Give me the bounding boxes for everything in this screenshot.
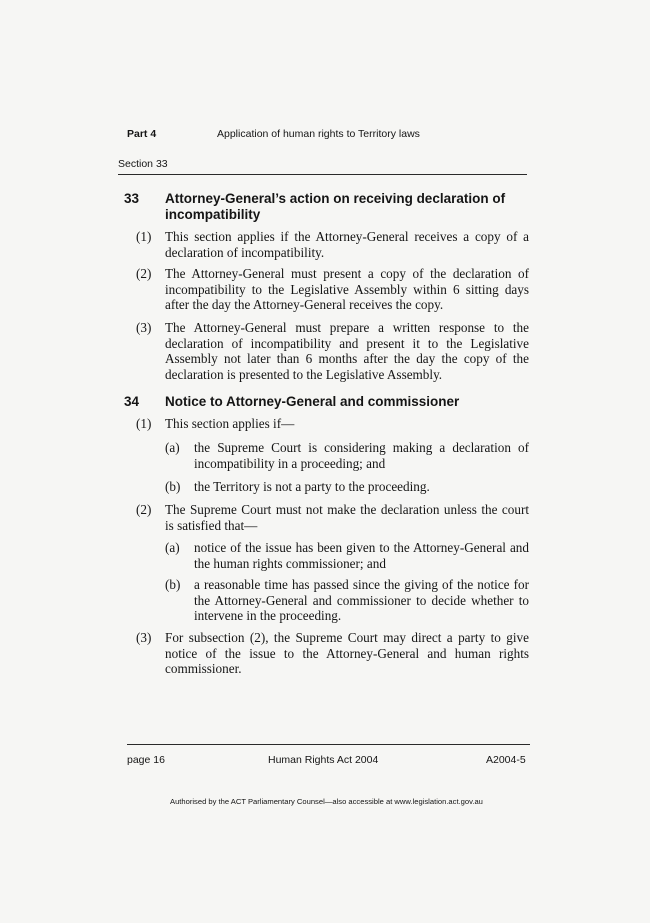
footer-rule [127,744,530,745]
header-part-title: Application of human rights to Territory laws [217,128,420,140]
s34-1-paragraph-b-text: the Territory is not a party to the proceeding. [194,479,430,494]
s34-2-paragraph-a-number: (a) [165,540,180,555]
s34-subsection-1-text: This section applies if— [165,416,295,431]
section-34-title: Notice to Attorney-General and commissioner [165,394,460,409]
s34-subsection-3-text: For subsection (2), the Supreme Court may direct a party to give notice of the issue to the Attorney-General and human rights commissioner. [165,630,529,677]
section-33-title: Attorney-General’s action on receiving declaration of incompatibility [165,191,506,222]
section-33-number: 33 [124,191,140,206]
s34-subsection-3-number: (3) [136,630,152,645]
s33-subsection-2-text: The Attorney-General must present a copy of the declaration of incompatibility to the Legislative Assembly within 6 sitting days after the day the Attorney-General receives the copy. [165,266,529,313]
footer-page-number: page 16 [127,754,165,766]
s33-subsection-1-number: (1) [136,229,152,244]
s34-subsection-2-text: The Supreme Court must not make the declaration unless the court is satisfied that— [165,502,529,533]
s33-subsection-1-text: This section applies if the Attorney-General receives a copy of a declaration of incompatibility. [165,229,529,260]
s34-subsection-2-number: (2) [136,502,152,517]
header-rule [118,174,527,175]
footer-authorisation-note: Authorised by the ACT Parliamentary Counsel—also accessible at www.legislation.act.gov.au [170,797,483,806]
s34-1-paragraph-a-number: (a) [165,440,180,455]
s34-1-paragraph-b-number: (b) [165,479,181,494]
s34-2-paragraph-a-text: notice of the issue has been given to the Attorney-General and the human rights commissioner; and [194,540,529,571]
s34-2-paragraph-b-number: (b) [165,577,181,592]
footer-act-id: A2004-5 [486,754,526,766]
s34-subsection-1-number: (1) [136,416,152,431]
s33-subsection-3-number: (3) [136,320,152,335]
header-section-label: Section 33 [118,158,168,170]
s33-subsection-3-text: The Attorney-General must prepare a written response to the declaration of incompatibility and present it to the Legislative Assembly not later than 6 months after the day the copy of the declaration is presented to the Legislative Assembly. [165,320,529,382]
footer-act-title: Human Rights Act 2004 [268,754,379,766]
s34-1-paragraph-a-text: the Supreme Court is considering making a declaration of incompatibility in a proceeding; and [194,440,529,471]
s33-subsection-2-number: (2) [136,266,152,281]
header-part-label: Part 4 [127,128,157,140]
s34-2-paragraph-b-text: a reasonable time has passed since the giving of the notice for the Attorney-General and commissioner to decide whether to intervene in the proceeding. [194,577,529,624]
section-34-number: 34 [124,394,140,409]
